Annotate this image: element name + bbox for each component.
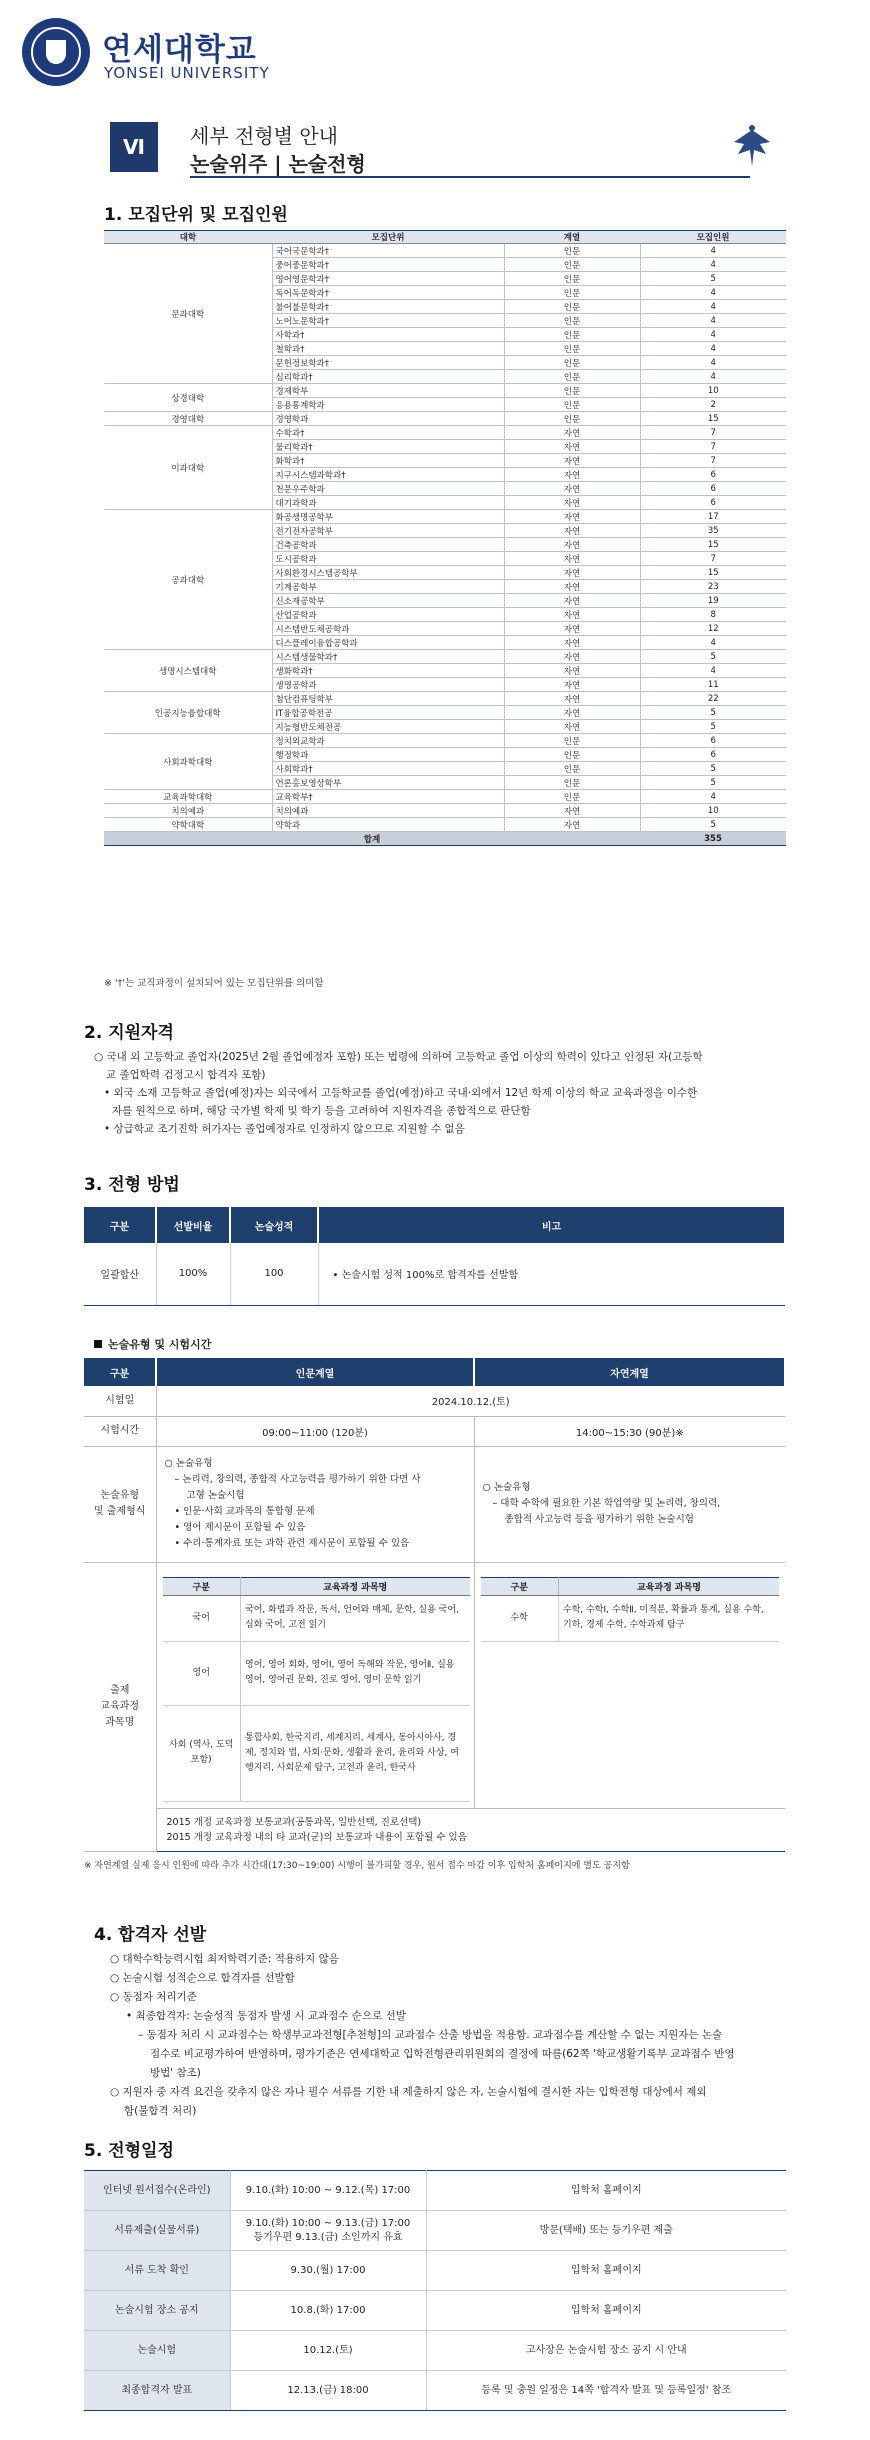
schedule-date-line: 12.13.(금) 18:00 [287,2384,369,2396]
scope-row-subjects: 수학, 수학Ⅰ, 수학Ⅱ, 미적분, 확률과 통계, 실용 수학, 기하, 경제 수학, 수학과제 탐구 [559,1595,780,1641]
recruit-unit: 약학과 [272,818,504,832]
scope-label [84,1562,156,1851]
recruit-college: 약학대학 [104,818,272,832]
qualification-line: 자를 원칙으로 하며, 해당 국가별 학제 및 학기 등을 고려하여 지원자격을 종합적으로 판단함 [112,1105,531,1117]
recruit-field: 인문 [504,356,640,370]
essay-footnote: ※ 자연계열 실제 응시 인원에 따라 추가 시간대(17:30~19:00) 시행이 불가피할 경우, 원서 접수 마감 이후 입학처 홈페이지에 별도 공지함 [84,1861,630,1871]
recruit-unit: 철학과† [272,342,504,356]
scope-row-subjects: 국어, 화법과 작문, 독서, 언어와 매체, 문학, 실용 국어, 심화 국어, 고전 읽기 [241,1595,470,1641]
recruit-field: 자연 [504,538,640,552]
recruit-field: 자연 [504,622,640,636]
recruit-college: 교육과학대학 [104,790,272,804]
method-col-ratio: 선발비율 [156,1207,230,1243]
essay-type-line: ○ 논술유형 [164,1458,213,1469]
recruit-unit: 치의예과 [272,804,504,818]
recruit-unit: 수학과† [272,426,504,440]
recruit-count: 4 [640,300,786,314]
recruit-college: 공과대학 [104,510,272,650]
schedule-table [84,2170,786,2411]
schedule-item: 서류 도착 확인 [84,2251,230,2291]
selection-line: ○ 동점자 처리기준 [110,1991,197,2003]
recruit-unit: 사회학과† [272,762,504,776]
essay-table [84,1358,786,1852]
essay-type-label [84,1446,156,1562]
selection-line: ○ 논술시험 성적순으로 합격자를 선발함 [110,1972,295,1984]
scope-col-type: 구분 [481,1577,559,1595]
recruit-count: 8 [640,608,786,622]
recruit-count: 10 [640,804,786,818]
page-header [22,18,852,88]
recruit-note: ※ '†'는 교직과정이 설치되어 있는 모집단위를 의미함 [104,978,324,989]
essay-type-line: – 논리력, 창의력, 종합적 사고능력을 평가하기 위한 다면 사 [174,1474,421,1485]
method-col-type: 구분 [84,1207,156,1243]
recruit-count: 7 [640,426,786,440]
recruit-count: 5 [640,706,786,720]
schedule-date-line: 10.12.(토) [303,2344,353,2356]
essay-col-type: 구분 [84,1358,156,1386]
selection-line: 방법' 참조) [150,2067,201,2079]
schedule-date-line: 9.30.(월) 17:00 [290,2264,366,2276]
recruit-field: 자연 [504,524,640,538]
recruit-field: 자연 [504,804,640,818]
schedule-date [230,2171,426,2211]
selection-line: 점수로 비교평가하여 반영하며, 평가기준은 연세대학교 입학전형관리위원회의 결정에 따름(62쪽 '학교생활기록부 교과점수 반영 [150,2048,735,2060]
recruit-field: 자연 [504,678,640,692]
section-title-qualification: 2. 지원자격 [84,1023,174,1043]
method-cell: 100 [230,1243,318,1305]
recruit-field: 인문 [504,748,640,762]
recruit-unit: 행정학과 [272,748,504,762]
recruit-count: 4 [640,664,786,678]
essay-subtitle [94,1336,211,1352]
recruit-count: 23 [640,580,786,594]
recruit-unit: 지능형반도체전공 [272,720,504,734]
recruit-col-unit: 모집단위 [272,231,504,244]
recruit-field: 자연 [504,692,640,706]
recruit-unit: 디스플레이융합공학과 [272,636,504,650]
schedule-note: 등록 및 충원 일정은 14쪽 '합격자 발표 및 등록일정' 참조 [426,2371,786,2411]
scope-table-humanities [163,1577,470,1802]
recruit-unit: 경영학과 [272,412,504,426]
scope-row-label: 수학 [481,1595,559,1641]
schedule-item: 인터넷 원서접수(온라인) [84,2171,230,2211]
scope-table-natural [481,1577,780,1642]
recruit-row [104,790,786,804]
method-cell: 일괄합산 [84,1243,156,1305]
essay-col-humanities: 인문계열 [156,1358,474,1386]
recruit-row [104,510,786,524]
schedule-note: 고사장은 논술시험 장소 공지 시 안내 [426,2331,786,2371]
recruit-count: 4 [640,356,786,370]
recruit-field: 인문 [504,412,640,426]
scope-row-label: 국어 [163,1595,241,1641]
recruit-field: 인문 [504,244,640,258]
selection-line: 함(불합격 처리) [124,2105,197,2117]
essay-type-label-line: 논술유형 [100,1490,140,1501]
selection-line: ○ 지원자 중 자격 요건을 갖추지 않은 자나 필수 서류를 기한 내 제출하지 않은 자, 논술시험에 결시한 자는 입학전형 대상에서 제외 [110,2086,707,2098]
recruit-field: 인문 [504,734,640,748]
recruit-unit: 불어불문학과† [272,300,504,314]
recruit-unit: 사회환경시스템공학부 [272,566,504,580]
essay-type-humanities [156,1446,474,1562]
exam-time-natural: 14:00~15:30 (90분)※ [474,1416,785,1446]
recruit-unit: 독어독문학과† [272,286,504,300]
recruit-total-row [104,832,786,846]
recruit-unit: 심리학과† [272,370,504,384]
recruit-row [104,650,786,664]
scope-label-line: 교육과정 [100,1700,140,1712]
section-title-method: 3. 전형 방법 [84,1175,180,1195]
essay-type-natural [474,1446,785,1562]
qualification-line: • 상급학교 조기진학 허가자는 졸업예정자로 인정하지 않으므로 지원할 수 없음 [104,1123,465,1135]
recruit-college: 인공지능융합대학 [104,692,272,734]
recruit-unit: 산업공학과 [272,608,504,622]
recruit-field: 자연 [504,482,640,496]
method-table [84,1207,786,1306]
recruit-field: 자연 [504,720,640,734]
recruit-count: 7 [640,454,786,468]
recruit-unit: 신소재공학부 [272,594,504,608]
schedule-note: 방문(택배) 또는 등기우편 제출 [426,2211,786,2251]
recruit-field: 인문 [504,790,640,804]
recruit-unit: 화학과† [272,454,504,468]
schedule-note: 입학처 홈페이지 [426,2171,786,2211]
recruit-unit: 대기과학과 [272,496,504,510]
recruit-field: 자연 [504,468,640,482]
recruit-count: 11 [640,678,786,692]
recruit-field: 인문 [504,384,640,398]
recruit-field: 자연 [504,706,640,720]
recruit-unit: 건축공학과 [272,538,504,552]
recruit-field: 자연 [504,608,640,622]
recruit-unit: 교육학부† [272,790,504,804]
recruit-field: 자연 [504,650,640,664]
recruit-field: 자연 [504,454,640,468]
recruit-count: 19 [640,594,786,608]
qualification-block [94,1048,794,1138]
qualification-line: • 외국 소재 고등학교 졸업(예정)자는 외국에서 고등학교를 졸업(예정)하고 국내·외에서 12년 학제 이상의 학교 교육과정을 이수한 [104,1087,698,1099]
recruit-count: 6 [640,734,786,748]
recruit-col-college: 대학 [104,231,272,244]
recruit-row [104,804,786,818]
recruit-count: 5 [640,720,786,734]
selection-line: – 동점자 처리 시 교과점수는 학생부교과전형[추천형]의 교과점수 산출 방법을 적용함. 교과점수를 계산할 수 없는 지원자는 논술 [138,2029,723,2041]
schedule-date [230,2211,426,2251]
recruit-count: 6 [640,496,786,510]
chapter-title: 세부 전형별 안내 [190,124,338,148]
recruit-field: 자연 [504,510,640,524]
essay-subtitle-text: 논술유형 및 시험시간 [108,1338,212,1351]
recruit-field: 인문 [504,300,640,314]
recruit-field: 자연 [504,580,640,594]
recruit-count: 4 [640,286,786,300]
recruit-unit: 중어중문학과† [272,258,504,272]
essay-type-line: • 수리·통계자료 또는 과학 관련 제시문이 포함될 수 있음 [174,1538,410,1549]
recruit-field: 인문 [504,776,640,790]
exam-time-humanities: 09:00~11:00 (120분) [156,1416,474,1446]
recruit-count: 6 [640,482,786,496]
schedule-note: 입학처 홈페이지 [426,2251,786,2291]
recruit-college: 이과대학 [104,426,272,510]
section-title-schedule: 5. 전형일정 [84,2141,174,2161]
essay-type-line: ○ 논술유형 [482,1482,531,1493]
recruit-row [104,426,786,440]
schedule-item: 서류제출(실물서류) [84,2211,230,2251]
essay-type-line: 종합적 사고능력 등을 평가하기 위한 논술시험 [504,1514,694,1525]
recruit-field: 인문 [504,342,640,356]
section-title-selection: 4. 합격자 선발 [94,1925,207,1945]
recruit-count: 4 [640,328,786,342]
recruit-field: 인문 [504,328,640,342]
scope-label-line: 과목명 [105,1716,135,1728]
recruit-field: 자연 [504,440,640,454]
scope-humanities [156,1562,474,1808]
recruit-count: 17 [640,510,786,524]
recruit-field: 자연 [504,818,640,832]
recruit-count: 5 [640,818,786,832]
schedule-row [84,2331,786,2371]
scope-col-subjects: 교육과정 과목명 [559,1577,780,1595]
scope-note-line: 2015 개정 교육과정 보통교과(공통과목, 일반선택, 진로선택) [166,1816,422,1828]
recruit-count: 7 [640,440,786,454]
chapter-underline [190,176,750,178]
recruit-count: 4 [640,314,786,328]
recruit-college: 사회과학대학 [104,734,272,790]
scope-col-subjects: 교육과정 과목명 [241,1577,470,1595]
recruit-field: 자연 [504,496,640,510]
scope-row-label: 영어 [163,1641,241,1705]
essay-col-natural: 자연계열 [474,1358,785,1386]
schedule-date [230,2291,426,2331]
recruit-count: 4 [640,790,786,804]
chapter-subtitle: 논술위주 | 논술전형 [190,152,366,176]
recruit-field: 자연 [504,566,640,580]
recruit-college: 상경대학 [104,384,272,412]
recruit-row [104,692,786,706]
schedule-item: 최종합격자 발표 [84,2371,230,2411]
recruit-field: 인문 [504,272,640,286]
recruit-unit: 물리학과† [272,440,504,454]
selection-line: ○ 대학수학능력시험 최저학력기준: 적용하지 않음 [110,1953,339,1965]
recruit-college: 생명시스템대학 [104,650,272,692]
recruit-field: 인문 [504,370,640,384]
recruit-count: 10 [640,384,786,398]
essay-type-line: 고형 논술시험 [186,1490,245,1501]
recruit-unit: 천문우주학과 [272,482,504,496]
recruit-unit: 첨단컴퓨팅학부 [272,692,504,706]
recruit-field: 자연 [504,636,640,650]
recruit-count: 5 [640,762,786,776]
method-cell: 100% [156,1243,230,1305]
logo-korean: 연세대학교 [102,32,257,68]
recruit-field: 인문 [504,258,640,272]
method-col-remark: 비고 [318,1207,785,1243]
recruit-count: 6 [640,748,786,762]
schedule-row [84,2371,786,2411]
recruit-count: 4 [640,636,786,650]
recruit-unit: 지구시스템과학과† [272,468,504,482]
recruit-row [104,244,786,258]
recruit-row [104,818,786,832]
recruit-field: 인문 [504,286,640,300]
recruit-unit: 시스템생물학과† [272,650,504,664]
recruit-unit: 문헌정보학과† [272,356,504,370]
recruit-field: 자연 [504,552,640,566]
recruit-count: 4 [640,258,786,272]
recruit-count: 4 [640,370,786,384]
recruit-college: 문과대학 [104,244,272,384]
recruit-college: 치의예과 [104,804,272,818]
schedule-date [230,2331,426,2371]
recruit-unit: 사학과† [272,328,504,342]
recruit-total-value: 355 [640,832,786,846]
recruit-count: 22 [640,692,786,706]
schedule-note: 입학처 홈페이지 [426,2291,786,2331]
recruit-field: 자연 [504,664,640,678]
recruit-count: 4 [640,342,786,356]
recruit-unit: 생화학과† [272,664,504,678]
schedule-item: 논술시험 장소 공지 [84,2291,230,2331]
recruit-count: 15 [640,566,786,580]
scope-label-line: 출제 [110,1684,130,1696]
scope-natural [474,1562,785,1808]
recruit-unit: 정치외교학과 [272,734,504,748]
scope-row-subjects: 통합사회, 한국지리, 세계지리, 세계사, 동아시아사, 경제, 정치와 법, 사회·문화, 생활과 윤리, 윤리와 사상, 여행지리, 사회문제 탐구, 고전과 윤리, 한국사 [241,1705,470,1801]
essay-type-label-line: 및 출제형식 [94,1506,146,1517]
recruit-field: 인문 [504,398,640,412]
recruit-count: 15 [640,412,786,426]
schedule-row [84,2251,786,2291]
recruit-unit: 화공생명공학부 [272,510,504,524]
schedule-date-line: 9.10.(화) 10:00 ~ 9.13.(금) 17:00 [245,2217,411,2229]
recruit-unit: 기계공학부 [272,580,504,594]
selection-block [110,1950,800,2121]
recruit-count: 4 [640,244,786,258]
recruit-count: 12 [640,622,786,636]
recruit-unit: 노어노문학과† [272,314,504,328]
schedule-item: 논술시험 [84,2331,230,2371]
qualification-line: ○ 국내 외 고등학교 졸업자(2025년 2월 졸업예정자 포함) 또는 법령에 의하여 고등학교 졸업 이상의 학력이 있다고 인정된 자(고등학 [94,1051,703,1063]
scope-col-type: 구분 [163,1577,241,1595]
exam-day: 2024.10.12.(토) [156,1386,785,1416]
recruit-field: 자연 [504,426,640,440]
chapter-badge: Ⅵ [110,122,158,172]
recruit-unit: 도시공학과 [272,552,504,566]
schedule-date [230,2251,426,2291]
schedule-date-line: 등기우편 9.13.(금) 소인까지 유효 [253,2231,403,2243]
recruit-col-field: 계열 [504,231,640,244]
schedule-row [84,2291,786,2331]
method-cell: • 논술시험 성적 100%로 합격자를 선발함 [318,1243,785,1305]
recruit-count: 15 [640,538,786,552]
recruit-unit: 시스템반도체공학과 [272,622,504,636]
recruit-row [104,734,786,748]
schedule-date-line: 9.10.(화) 10:00 ~ 9.12.(목) 17:00 [245,2184,411,2196]
recruit-table [104,230,786,846]
essay-type-line: • 영어 제시문이 포함될 수 있음 [174,1522,306,1533]
recruit-count: 5 [640,650,786,664]
recruit-unit: 국어국문학과† [272,244,504,258]
eagle-emblem-icon [730,122,774,172]
logo-english: YONSEI UNIVERSITY [104,64,270,82]
section-title-recruit: 1. 모집단위 및 모집인원 [104,205,288,225]
chapter-header [110,118,770,178]
recruit-unit: 경제학부 [272,384,504,398]
recruit-col-count: 모집인원 [640,231,786,244]
recruit-unit: IT융합공학전공 [272,706,504,720]
scope-notes [156,1808,785,1851]
schedule-row [84,2171,786,2211]
essay-type-line: – 대학 수학에 필요한 기본 학업역량 및 논리력, 창의력, [492,1498,721,1509]
recruit-count: 2 [640,398,786,412]
recruit-unit: 영어영문학과† [272,272,504,286]
schedule-date [230,2371,426,2411]
exam-time-label: 시험시간 [84,1416,156,1446]
qualification-line: 교 졸업학력 검정고시 합격자 포함) [106,1069,266,1081]
scope-note-line: 2015 개정 교육과정 내의 타 교과(군)의 보통교과 내용이 포함될 수 있음 [166,1831,467,1843]
recruit-college: 경영대학 [104,412,272,426]
recruit-count: 35 [640,524,786,538]
recruit-count: 7 [640,552,786,566]
recruit-unit: 전기전자공학부 [272,524,504,538]
schedule-date-line: 10.8.(화) 17:00 [290,2304,366,2316]
scope-row-label: 사회 (역사, 도덕 포함) [163,1705,241,1801]
recruit-row [104,384,786,398]
selection-line: • 최종합격자: 논술성적 동점자 발생 시 교과점수 순으로 선발 [126,2010,406,2022]
recruit-row [104,412,786,426]
recruit-unit: 생명공학과 [272,678,504,692]
scope-row-subjects: 영어, 영어 회화, 영어Ⅰ, 영어 독해와 작문, 영어Ⅱ, 실용 영어, 영어권 문화, 진로 영어, 영미 문학 읽기 [241,1641,470,1705]
method-col-score: 논술성적 [230,1207,318,1243]
university-seal-icon [22,18,90,86]
recruit-count: 6 [640,468,786,482]
recruit-field: 자연 [504,594,640,608]
exam-day-label: 시험일 [84,1386,156,1416]
recruit-unit: 응용통계학과 [272,398,504,412]
recruit-field: 인문 [504,762,640,776]
square-bullet-icon [94,1340,102,1348]
recruit-field: 인문 [504,314,640,328]
recruit-count: 5 [640,272,786,286]
recruit-total-label: 합계 [104,832,640,846]
essay-type-line: • 인문·사회 교과목의 통합형 문제 [174,1506,315,1517]
recruit-count: 5 [640,776,786,790]
schedule-row [84,2211,786,2251]
recruit-unit: 언론홍보영상학부 [272,776,504,790]
